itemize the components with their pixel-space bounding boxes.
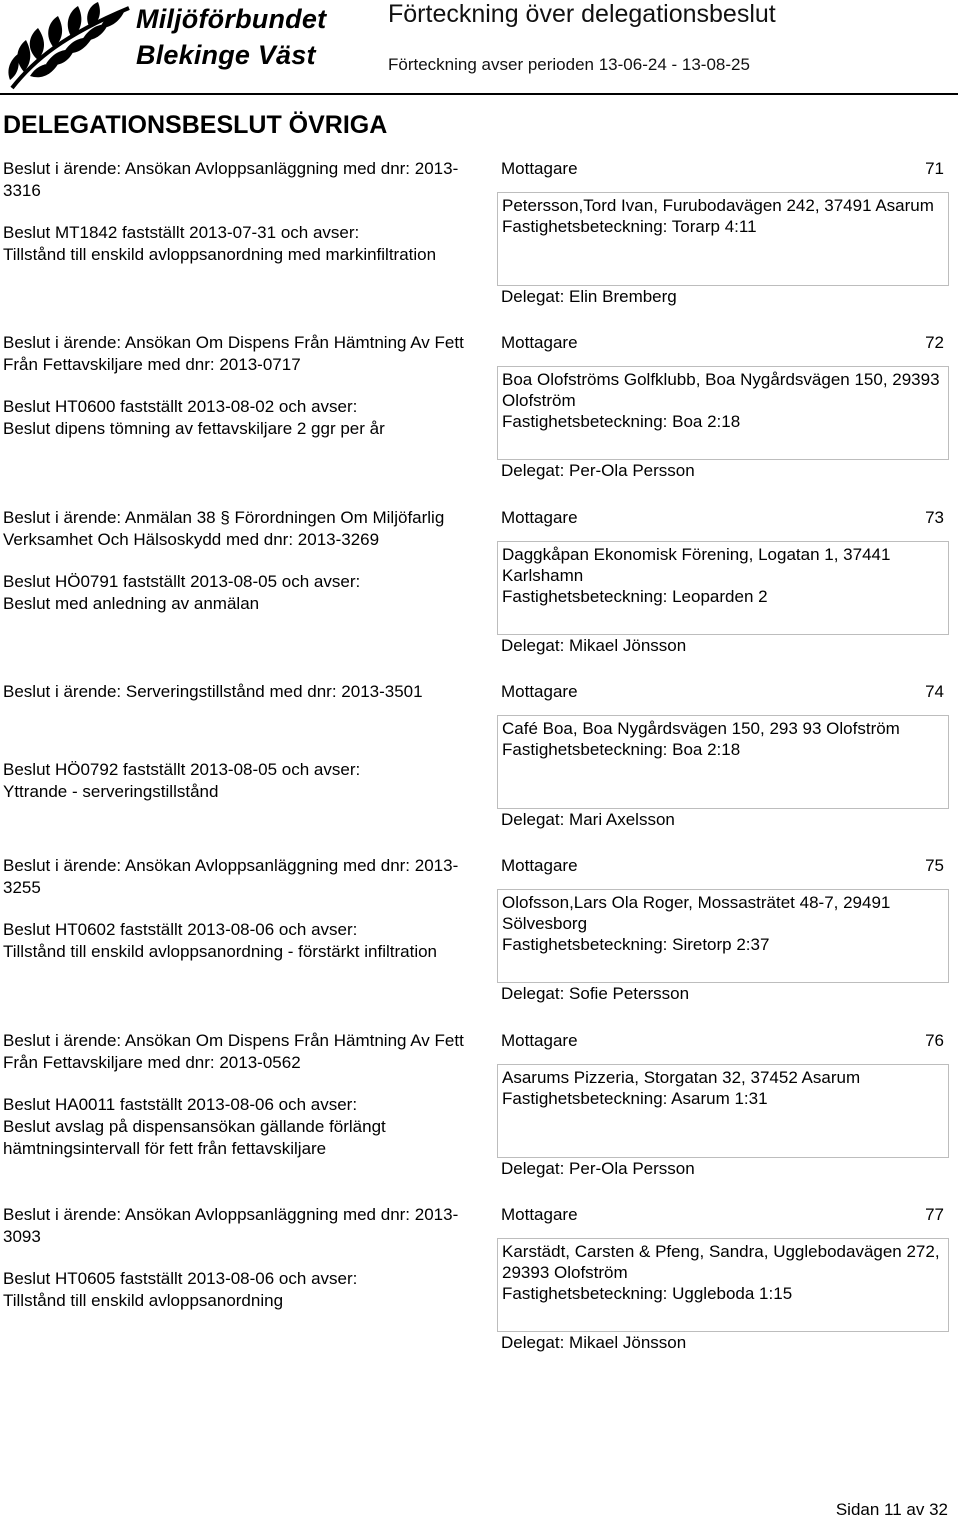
entry-number: 75 bbox=[925, 856, 944, 875]
recipient-box bbox=[497, 366, 949, 460]
beslut-description: Beslut avslag på dispensansökan gällande förlängt hämtningsintervall för fett från fettavskiljare bbox=[3, 1117, 386, 1158]
fastighet-text: Fastighetsbeteckning: Boa 2:18 bbox=[502, 412, 741, 431]
mottagare-label: Mottagare bbox=[501, 333, 578, 352]
decision-entry bbox=[3, 507, 490, 615]
recipient-block bbox=[501, 681, 948, 829]
arende-text: Beslut i ärende: Ansökan Avloppsanläggning med dnr: 2013-3093 bbox=[3, 1205, 459, 1246]
beslut-text: Beslut HT0600 fastställt 2013-08-02 och avser: bbox=[3, 397, 358, 416]
mottagare-label: Mottagare bbox=[501, 856, 578, 875]
entry-number: 76 bbox=[925, 1031, 944, 1050]
brand-name-line2: Blekinge Väst bbox=[136, 40, 316, 70]
beslut-text: Beslut HA0011 fastställt 2013-08-06 och avser: bbox=[3, 1095, 358, 1114]
recipient-text: Petersson,Tord Ivan, Furubodavägen 242, 37491 Asarum bbox=[502, 196, 934, 215]
arende-text: Beslut i ärende: Ansökan Om Dispens Från Hämtning Av Fett Från Fettavskiljare med dnr: 2013-0717 bbox=[3, 333, 464, 374]
section-title: DELEGATIONSBESLUT ÖVRIGA bbox=[3, 111, 388, 139]
fastighet-text: Fastighetsbeteckning: Asarum 1:31 bbox=[502, 1089, 768, 1108]
recipient-text: Café Boa, Boa Nygårdsvägen 150, 293 93 Olofström bbox=[502, 719, 900, 738]
header-divider bbox=[0, 93, 958, 95]
document-title: Förteckning över delegationsbeslut bbox=[388, 0, 776, 28]
delegat-text: Delegat: Elin Bremberg bbox=[501, 287, 677, 306]
mottagare-label: Mottagare bbox=[501, 508, 578, 527]
recipient-text: Olofsson,Lars Ola Roger, Mossasträtet 48-7, 29491 Sölvesborg bbox=[502, 893, 891, 933]
page-number: Sidan 11 av 32 bbox=[835, 1500, 948, 1519]
beslut-text: Beslut MT1842 fastställt 2013-07-31 och avser: bbox=[3, 223, 360, 242]
beslut-description: Beslut med anledning av anmälan bbox=[3, 594, 260, 613]
entry-number: 73 bbox=[925, 508, 944, 527]
recipient-block bbox=[501, 855, 948, 1003]
decision-entry bbox=[3, 1030, 490, 1160]
delegat-text: Delegat: Mari Axelsson bbox=[501, 810, 675, 829]
recipient-box bbox=[497, 541, 949, 635]
decision-entry bbox=[3, 1204, 490, 1312]
arende-text: Beslut i ärende: Anmälan 38 § Förordningen Om Miljöfarlig Verksamhet Och Hälsoskydd med dnr: 2013-3269 bbox=[3, 508, 445, 549]
page-header bbox=[0, 0, 960, 96]
beslut-description: Tillstånd till enskild avloppsanordning - förstärkt infiltration bbox=[3, 942, 438, 961]
decision-entry bbox=[3, 158, 490, 266]
recipient-block bbox=[501, 332, 948, 480]
delegat-text: Delegat: Mikael Jönsson bbox=[501, 1333, 687, 1352]
beslut-description: Beslut dipens tömning av fettavskiljare 2 ggr per år bbox=[3, 419, 385, 438]
mottagare-label: Mottagare bbox=[501, 682, 578, 701]
recipient-box bbox=[497, 1064, 949, 1158]
fastighet-text: Fastighetsbeteckning: Uggleboda 1:15 bbox=[502, 1284, 793, 1303]
beslut-text: Beslut HT0602 fastställt 2013-08-06 och avser: bbox=[3, 920, 358, 939]
entry-number: 74 bbox=[925, 682, 944, 701]
fastighet-text: Fastighetsbeteckning: Boa 2:18 bbox=[502, 740, 741, 759]
recipient-text: Karstädt, Carsten & Pfeng, Sandra, Ugglebodavägen 272, 29393 Olofström bbox=[502, 1242, 940, 1282]
entry-number: 72 bbox=[925, 333, 944, 352]
decision-entry bbox=[3, 332, 490, 440]
leaf-wreath-logo-icon bbox=[4, 0, 134, 90]
recipient-block bbox=[501, 507, 948, 655]
entry-number: 77 bbox=[925, 1205, 944, 1224]
recipient-box bbox=[497, 715, 949, 809]
recipient-box bbox=[497, 889, 949, 983]
beslut-text: Beslut HÖ0792 fastställt 2013-08-05 och avser: bbox=[3, 760, 361, 779]
delegat-text: Delegat: Sofie Petersson bbox=[501, 984, 690, 1003]
recipient-block bbox=[501, 158, 948, 306]
fastighet-text: Fastighetsbeteckning: Siretorp 2:37 bbox=[502, 935, 770, 954]
beslut-description: Tillstånd till enskild avloppsanordning med markinfiltration bbox=[3, 245, 437, 264]
recipient-box bbox=[497, 192, 949, 286]
recipient-text: Asarums Pizzeria, Storgatan 32, 37452 Asarum bbox=[502, 1068, 861, 1087]
beslut-text: Beslut HÖ0791 fastställt 2013-08-05 och avser: bbox=[3, 572, 361, 591]
beslut-description: Tillstånd till enskild avloppsanordning bbox=[3, 1291, 284, 1310]
recipient-text: Boa Olofströms Golfklubb, Boa Nygårdsvägen 150, 29393 Olofström bbox=[502, 370, 940, 410]
recipient-text: Daggkåpan Ekonomisk Förening, Logatan 1, 37441 Karlshamn bbox=[502, 545, 891, 585]
fastighet-text: Fastighetsbeteckning: Leoparden 2 bbox=[502, 587, 768, 606]
mottagare-label: Mottagare bbox=[501, 1031, 578, 1050]
delegat-text: Delegat: Mikael Jönsson bbox=[501, 636, 687, 655]
delegat-text: Delegat: Per-Ola Persson bbox=[501, 461, 695, 480]
arende-text: Beslut i ärende: Serveringstillstånd med dnr: 2013-3501 bbox=[3, 682, 423, 701]
mottagare-label: Mottagare bbox=[501, 1205, 578, 1224]
entry-number: 71 bbox=[925, 159, 944, 178]
arende-text: Beslut i ärende: Ansökan Avloppsanläggning med dnr: 2013-3316 bbox=[3, 159, 459, 200]
period-text: Förteckning avser perioden 13-06-24 - 13-08-25 bbox=[388, 55, 750, 74]
delegat-text: Delegat: Per-Ola Persson bbox=[501, 1159, 695, 1178]
arende-text: Beslut i ärende: Ansökan Avloppsanläggning med dnr: 2013-3255 bbox=[3, 856, 459, 897]
recipient-block bbox=[501, 1204, 948, 1352]
recipient-box bbox=[497, 1238, 949, 1332]
beslut-description: Yttrande - serveringstillstånd bbox=[3, 782, 219, 801]
mottagare-label: Mottagare bbox=[501, 159, 578, 178]
arende-text: Beslut i ärende: Ansökan Om Dispens Från Hämtning Av Fett Från Fettavskiljare med dnr: 2013-0562 bbox=[3, 1031, 464, 1072]
beslut-text: Beslut HT0605 fastställt 2013-08-06 och avser: bbox=[3, 1269, 358, 1288]
brand-name-line1: Miljöförbundet bbox=[136, 4, 327, 34]
decision-entry bbox=[3, 855, 490, 963]
decision-entry bbox=[3, 681, 490, 803]
recipient-block bbox=[501, 1030, 948, 1178]
fastighet-text: Fastighetsbeteckning: Torarp 4:11 bbox=[502, 217, 757, 236]
